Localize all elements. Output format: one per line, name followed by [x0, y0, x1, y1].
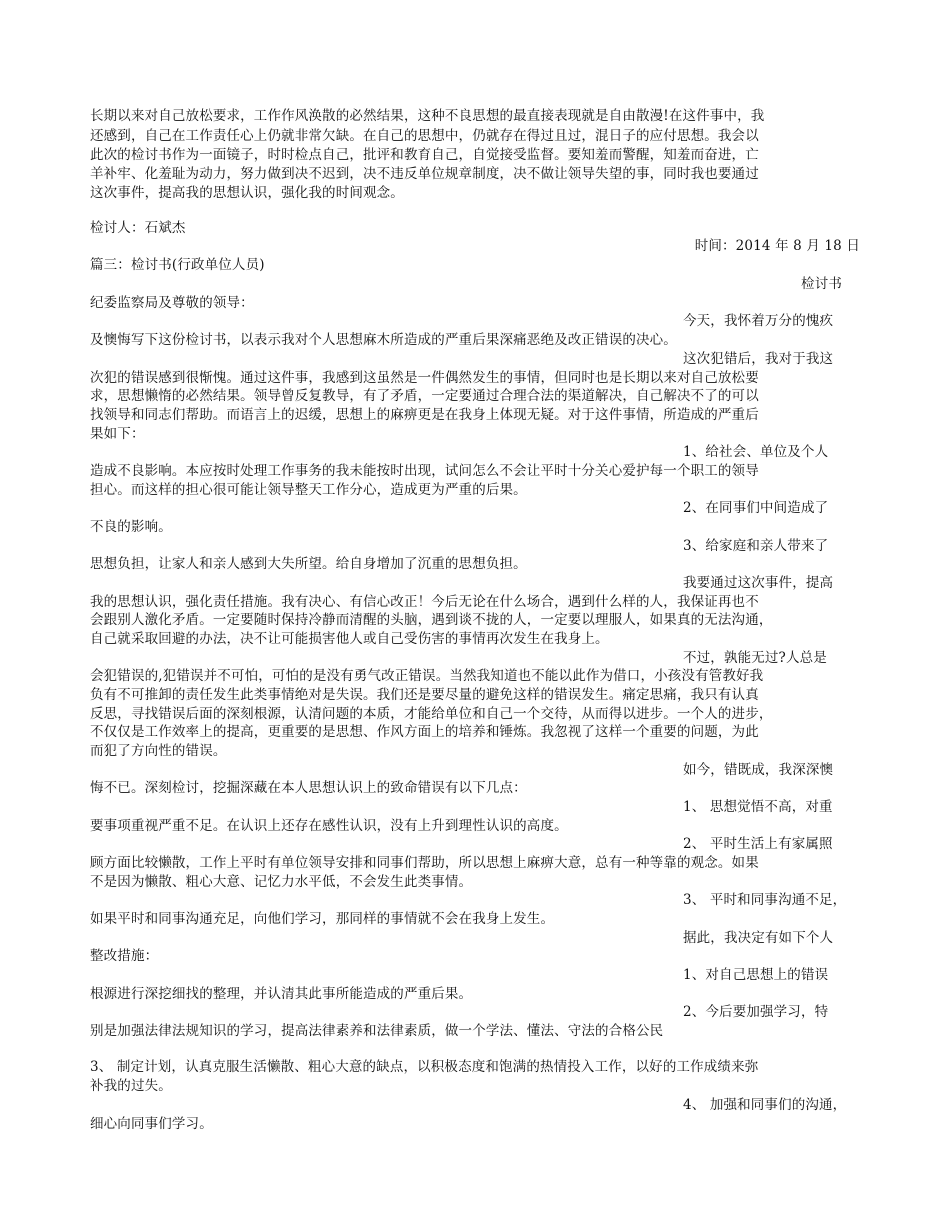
list-item: 2、在同事们中间造成了	[683, 500, 829, 516]
text-line: 不良的影响。	[90, 519, 172, 535]
list-item: 3、 制定计划，认真克服生活懒散、粗心大意的缺点，以积极态度和饱满的热情投入工作，以好的工作成绩来弥	[90, 1059, 759, 1075]
text-line: 如果平时和同事沟通充足，向他们学习，那同样的事情就不会在我身上发生。	[90, 911, 555, 927]
text-line: 而犯了方向性的错误。	[90, 743, 227, 759]
text-line: 细心向同事们学习。	[90, 1116, 213, 1132]
list-item: 1、对自己思想上的错误	[683, 967, 829, 983]
text-line: 别是加强法律法规知识的学习，提高法律素养和法律素质，做一个学法、懂法、守法的合格公民	[90, 1023, 664, 1039]
text-line: 今天，我怀着万分的愧疚	[683, 313, 834, 329]
text-line: 负有不可推卸的责任发生此类事情绝对是失误。我们还是要尽量的避免这样的错误发生。痛定思痛，我只有认真	[90, 687, 759, 703]
text-line: 据此，我决定有如下个人	[683, 930, 834, 946]
text-line: 思想负担，让家人和亲人感到大失所望。给自身增加了沉重的思想负担。	[90, 556, 527, 572]
list-item: 3、 平时和同事沟通不足，	[683, 892, 847, 908]
date-line: 时间：2014 年 8 月 18 日	[694, 238, 860, 254]
list-item: 1、 思想觉悟不高，对重	[683, 799, 833, 815]
text-line: 次犯的错误感到很惭愧。通过这件事，我感到这虽然是一件偶然发生的事情，但同时也是长期以来对自己放松要	[90, 370, 759, 386]
text-line: 羊补牢、化羞耻为动力，努力做到决不迟到，决不违反单位规章制度，决不做让领导失望的事，同时我也要通过	[90, 166, 759, 182]
list-item: 3、给家庭和亲人带来了	[683, 538, 829, 554]
salutation: 纪委监察局及尊敬的领导：	[90, 295, 254, 311]
text-line: 担心。而这样的担心很可能让领导整天工作分心，造成更为严重的后果。	[90, 482, 527, 498]
list-item: 2、 平时生活上有家属照	[683, 836, 833, 852]
text-line: 不过，孰能无过?人总是	[683, 650, 827, 666]
text-line: 还感到，自己在工作责任心上仍就非常欠缺。在自己的思想中，仍就存在得过且过，混日子的应付思想。我会以	[90, 128, 759, 144]
text-line: 这次事件，提高我的思想认识，强化我的时间观念。	[90, 185, 404, 201]
text-line: 这次犯错后，我对于我这	[683, 351, 834, 367]
text-line: 顾方面比较懒散，工作上平时有单位领导安排和同事们帮助，所以思想上麻痹大意，总有一种等靠的观念。如果	[90, 855, 759, 871]
section-title: 篇三：检讨书(行政单位人员)	[90, 257, 265, 273]
text-line: 求，思想懒惰的必然结果。领导曾反复教导，有了矛盾，一定要通过合理合法的渠道解决，自己解决不了的可以	[90, 388, 759, 404]
list-item: 4、 加强和同事们的沟通，	[683, 1097, 847, 1113]
text-line: 如今，错既成，我深深懊	[683, 762, 834, 778]
text-line: 自己就采取回避的办法，决不让可能损害他人或自己受伤害的事情再次发生在我身上。	[90, 631, 609, 647]
reviewer-signature: 检讨人：石斌杰	[90, 220, 186, 236]
text-line: 长期以来对自己放松要求，工作作风涣散的必然结果，这种不良思想的最直接表现就是自由散漫!在这件事中，我	[90, 108, 765, 124]
text-line: 造成不良影响。本应按时处理工作事务的我未能按时出现，试问怎么不会让平时十分关心爱护每一个职工的领导	[90, 463, 759, 479]
text-line: 我的思想认识，强化责任措施。我有决心、有信心改正！今后无论在什么场合，遇到什么样的人，我保证再也不	[90, 594, 759, 610]
text-line: 会犯错误的,犯错误并不可怕，可怕的是没有勇气改正错误。当然我知道也不能以此作为借口，小孩没有管教好我	[90, 668, 764, 684]
text-line: 根源进行深挖细找的整理，并认清其此事所能造成的严重后果。	[90, 986, 473, 1002]
text-line: 果如下：	[90, 426, 145, 442]
text-line: 要事项重视严重不足。在认识上还存在感性认识，没有上升到理性认识的高度。	[90, 818, 568, 834]
list-item: 2、今后要加强学习，特	[683, 1004, 829, 1020]
text-line: 找领导和同志们帮助。而语言上的迟缓，思想上的麻痹更是在我身上体现无疑。对于这件事情，所造成的严重后	[90, 407, 759, 423]
text-line: 不仅仅是工作效率上的提高，更重要的是思想、作风方面上的培养和锤炼。我忽视了这样一个重要的问题，为此	[90, 724, 759, 740]
text-line: 补我的过失。	[90, 1078, 172, 1094]
list-item: 1、给社会、单位及个人	[683, 444, 829, 460]
text-line: 我要通过这次事件，提高	[683, 575, 834, 591]
document-title: 检讨书	[801, 276, 842, 292]
text-line: 不是因为懒散、粗心大意、记忆力水平低，不会发生此类事情。	[90, 874, 473, 890]
text-line: 反思，寻找错误后面的深刻根源，认清问题的本质，才能给单位和自己一个交待，从而得以进步。一个人的进步，	[90, 706, 773, 722]
text-line: 悔不已。深刻检讨，挖掘深藏在本人思想认识上的致命错误有以下几点：	[90, 780, 527, 796]
text-line: 及懊悔写下这份检讨书，以表示我对个人思想麻木所造成的严重后果深痛恶绝及改正错误的决心。	[90, 332, 677, 348]
text-line: 会跟别人激化矛盾。一定要随时保持冷静而清醒的头脑，遇到谈不拢的人，一定要以理服人，如果真的无法沟通，	[90, 612, 773, 628]
text-line: 整改措施：	[90, 948, 159, 964]
text-line: 此次的检讨书作为一面镜子，时时检点自己，批评和教育自己，自觉接受监督。要知羞而警醒，知羞而奋进，亡	[90, 147, 759, 163]
